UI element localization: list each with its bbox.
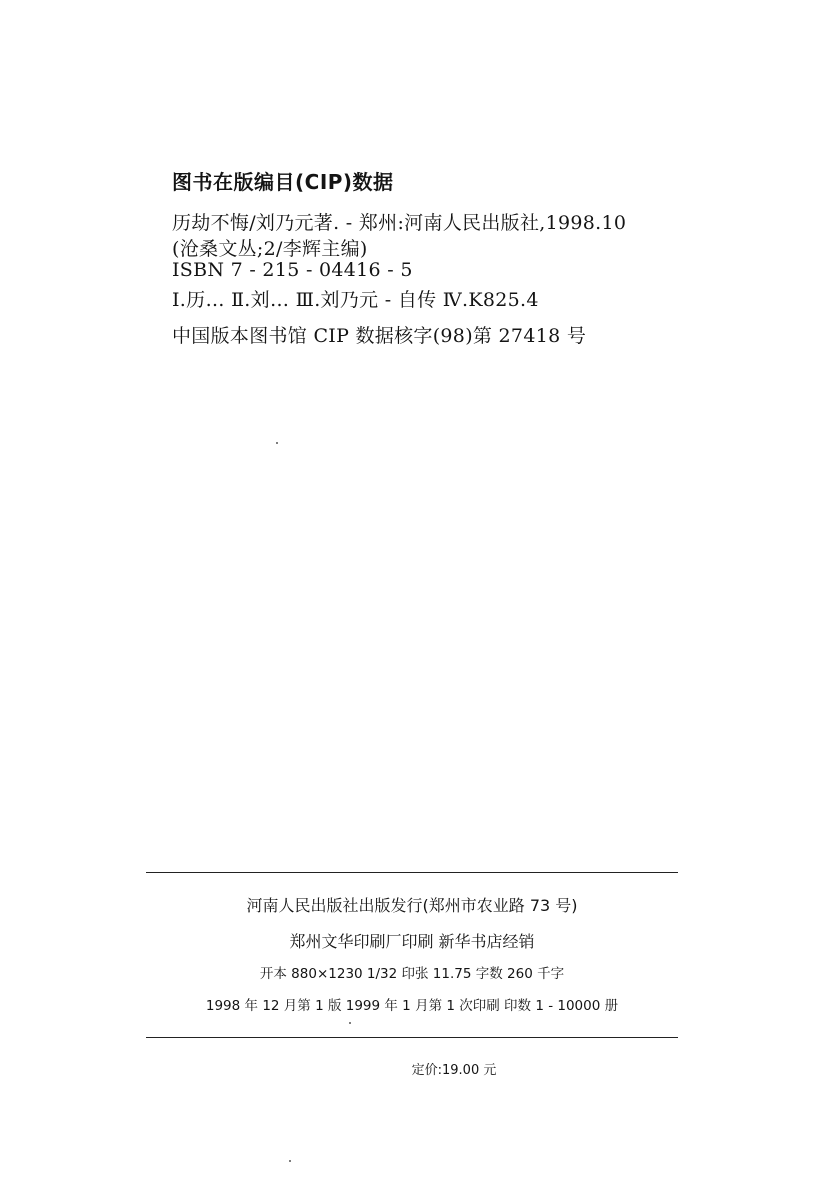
print-speck <box>276 442 278 444</box>
format-line: 开本 880×1230 1/32 印张 11.75 字数 260 千字 <box>259 966 565 982</box>
cip-isbn-line: ISBN 7 - 215 - 04416 - 5 <box>172 259 413 281</box>
divider-top <box>146 872 678 873</box>
divider-bottom <box>146 1037 678 1038</box>
cip-heading: 图书在版编目(CIP)数据 <box>172 170 394 194</box>
print-speck <box>289 1160 291 1162</box>
cip-record-number: 中国版本图书馆 CIP 数据核字(98)第 27418 号 <box>172 325 587 347</box>
publisher-line: 河南人民出版社出版发行(郑州市农业路 73 号) <box>246 896 578 915</box>
print-speck <box>349 1022 351 1024</box>
printer-line: 郑州文华印刷厂印刷 新华书店经销 <box>289 932 535 951</box>
cip-title-line: 历劫不悔/刘乃元著. - 郑州:河南人民出版社,1998.10 <box>172 212 627 234</box>
cip-subject-line: Ⅰ.历… Ⅱ.刘… Ⅲ.刘乃元 - 自传 Ⅳ.K825.4 <box>172 289 539 311</box>
price-line: 定价:19.00 元 <box>411 1063 497 1078</box>
cip-series-line: (沧桑文丛;2/李辉主编) <box>172 238 368 260</box>
edition-line: 1998 年 12 月第 1 版 1999 年 1 月第 1 次印刷 印数 1 - 10000 册 <box>205 998 619 1014</box>
